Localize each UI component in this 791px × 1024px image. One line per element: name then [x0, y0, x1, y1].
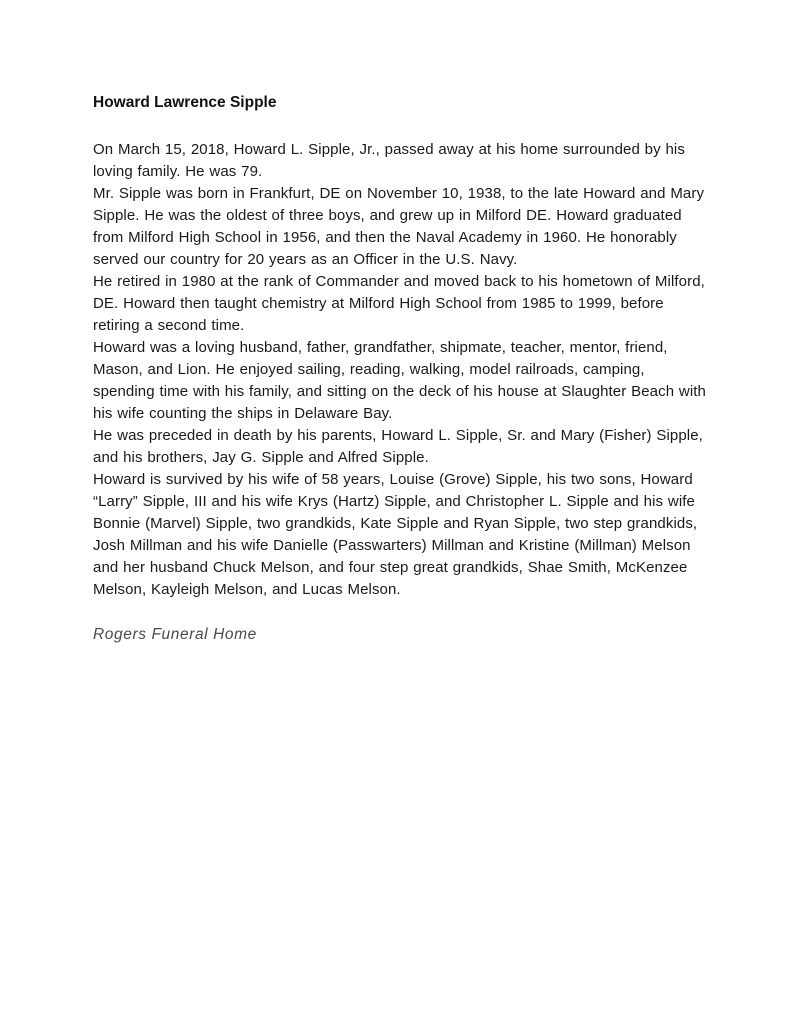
obituary-paragraph-death-announcement: On March 15, 2018, Howard L. Sipple, Jr., passed away at his home surrounded by his loving family. He was 79. [93, 141, 685, 180]
funeral-home-signature: Rogers Funeral Home [93, 626, 257, 643]
obituary-paragraph-career: He retired in 1980 at the rank of Commander and moved back to his hometown of Milford, DE. Howard then taught chemistry at Milford High School from 1985 to 1999, before retiring a second time. [93, 273, 705, 334]
document-content [93, 92, 709, 646]
obituary-paragraph-survivors: Howard is survived by his wife of 58 years, Louise (Grove) Sipple, his two sons, Howard “Larry” Sipple, III and his wife Krys (Hartz) Sipple, and Christopher L. Sipple and his wife Bonnie (Marvel) Sipple, two grandkids, Kate Sipple and Ryan Sipple, two step grandkids, Josh Millman and his wife Danielle (Passwarters) Millman and Kristine (Millman) Melson and her husband Chuck Melson, and four step great grandkids, Shae Smith, McKenzee Melson, Kayleigh Melson, and Lucas Melson. [93, 471, 698, 598]
document-title: Howard Lawrence Sipple [93, 94, 277, 111]
obituary-paragraph-early-life: Mr. Sipple was born in Frankfurt, DE on November 10, 1938, to the late Howard and Mary Sipple. He was the oldest of three boys, and grew up in Milford DE. Howard graduated from Milford High School in 1956, and then the Naval Academy in 1960. He honorably served our country for 20 years as an Officer in the U.S. Navy. [93, 185, 705, 268]
obituary-paragraph-preceded-in-death: He was preceded in death by his parents, Howard L. Sipple, Sr. and Mary (Fisher) Sipple, and his brothers, Jay G. Sipple and Alfred Sipple. [93, 427, 703, 466]
obituary-paragraph-hobbies: Howard was a loving husband, father, grandfather, shipmate, teacher, mentor, friend, Mason, and Lion. He enjoyed sailing, reading, walking, model railroads, camping, spending time with his family, and sitting on the deck of his house at Slaughter Beach with his wife counting the ships in Delaware Bay. [93, 339, 706, 422]
obituary-body [93, 139, 709, 601]
